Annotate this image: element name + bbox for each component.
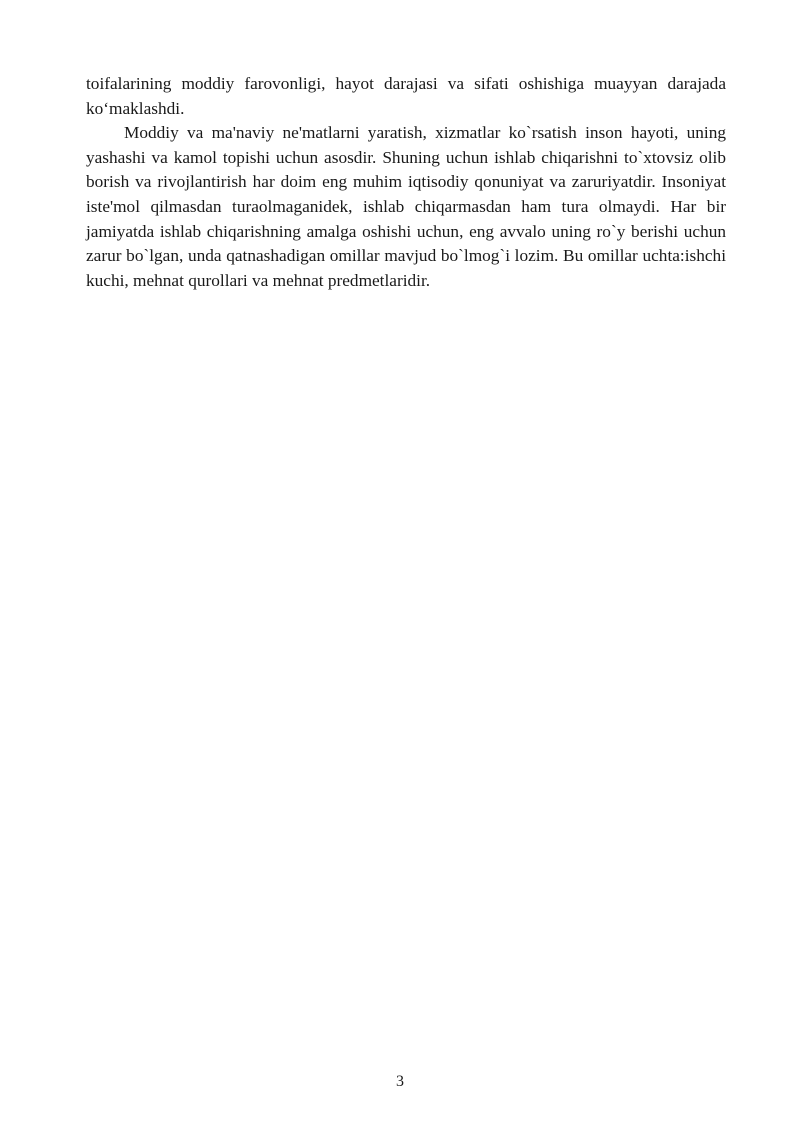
paragraph-main: Moddiy va ma'naviy ne'matlarni yaratish, xizmatlar ko`rsatish inson hayoti, uning yashashi va kamol topishi uchun asosdir. Shuning uchun ishlab chiqarishni to`xtovsiz olib borish va rivojlantirish har doim eng muhim iqtisodiy qonuniyat va zaruriyatdir. Insoniyat iste'mol qilmasdan turaolmaganidek, ishlab chiqarmasdan ham tura olmaydi. Har bir jamiyatda ishlab chiqarishning amalga oshishi uchun, eng avvalo uning ro`y berishi uchun zarur bo`lgan, unda qatnashadigan omillar mavjud bo`lmog`i lozim. Bu omillar uchta:ishchi kuchi, mehnat qurollari va mehnat predmetlaridir. xyxy=(86,123,726,290)
body-text xyxy=(86,72,726,293)
page-number: 3 xyxy=(396,1073,404,1090)
paragraph-continuation: toifalarining moddiy farovonligi, hayot darajasi va sifati oshishiga muayyan darajada ko‘maklashdi. xyxy=(86,74,726,118)
